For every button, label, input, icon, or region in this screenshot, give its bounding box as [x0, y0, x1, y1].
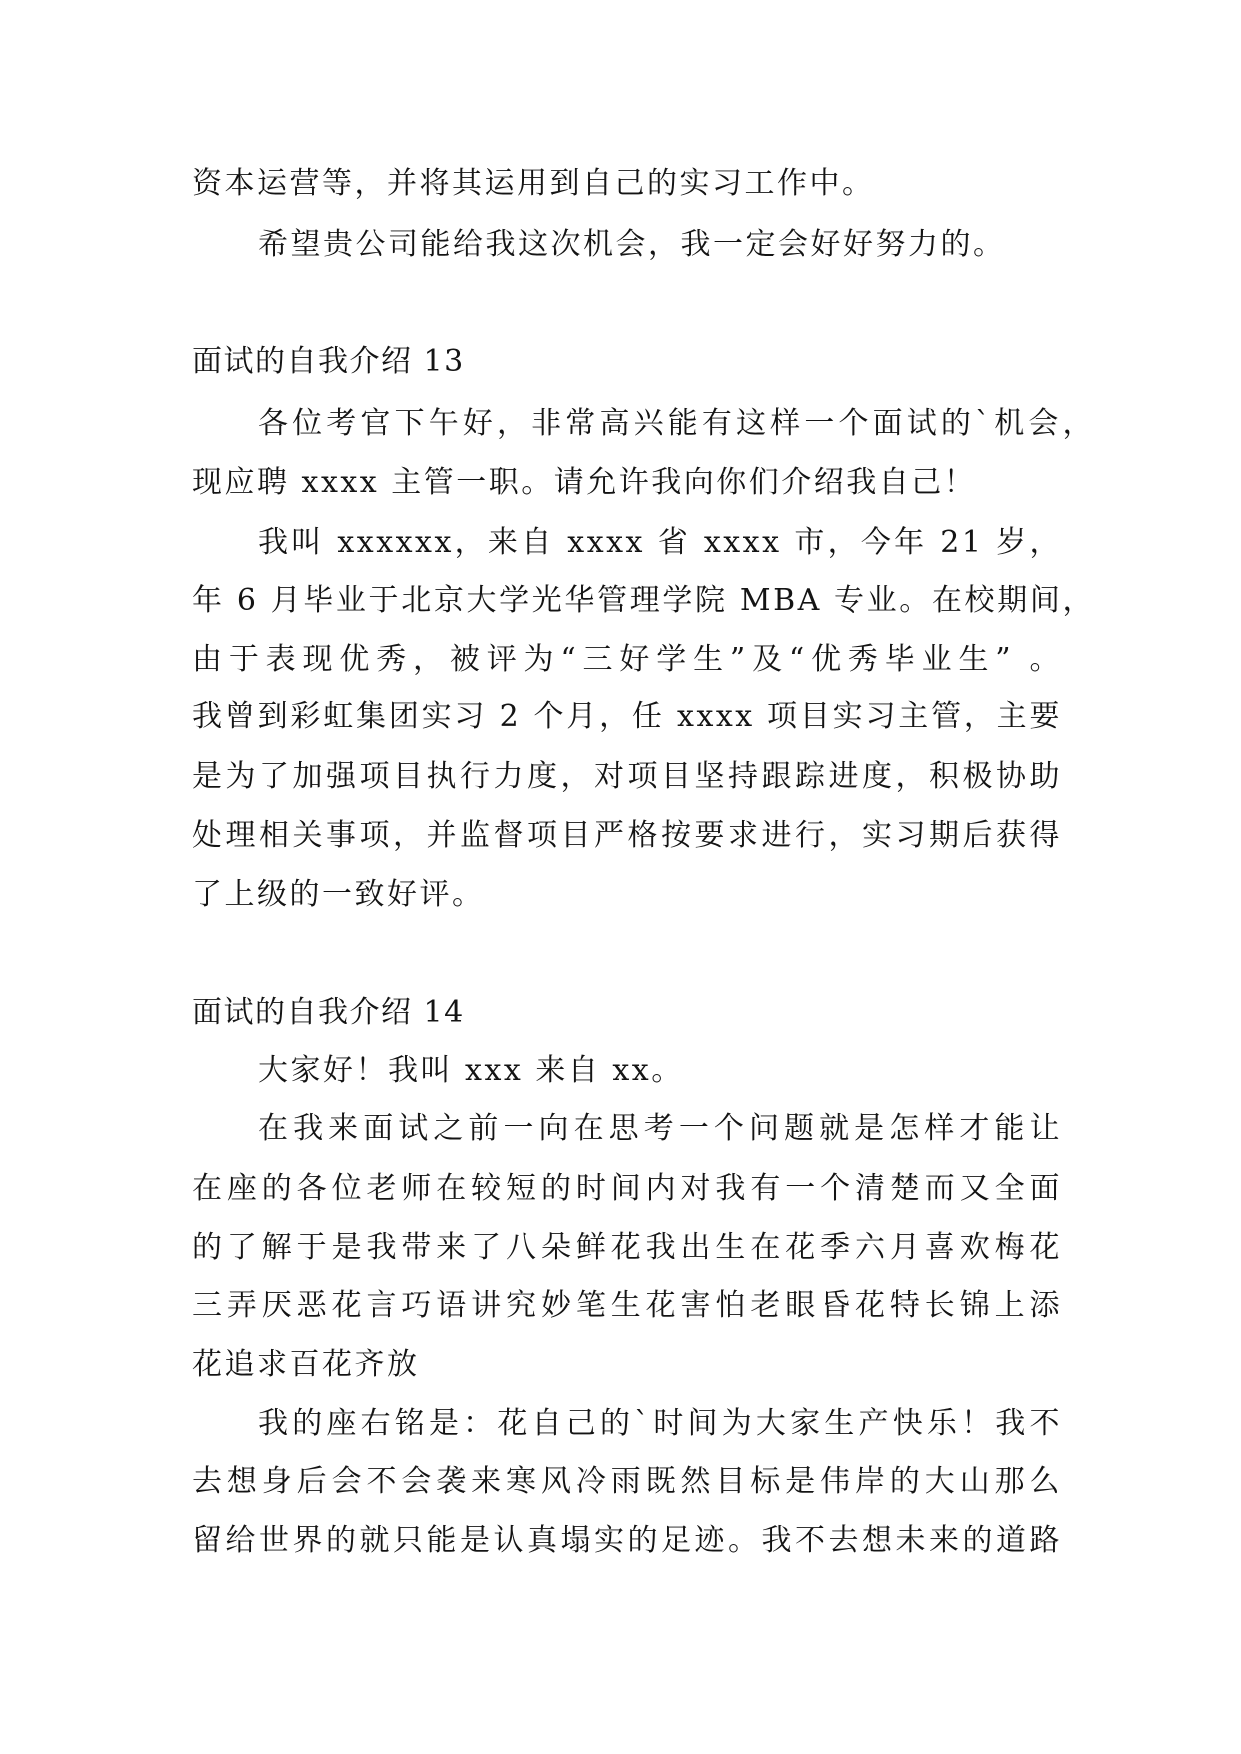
text-line: 希望贵公司能给我这次机会，我一定会好好努力的。 [258, 227, 1006, 262]
text-line: 留给世界的就只能是认真塌实的足迹。我不去想未来的道路 [192, 1523, 1062, 1558]
text-line: 资本运营等，并将其运用到自己的实习工作中。 [192, 166, 875, 201]
text-line: 我曾到彩虹集团实习 2 个月，任 xxxx 项目实习主管，主要 [192, 699, 1062, 734]
section-heading: 面试的自我介绍 14 [192, 995, 465, 1030]
text-line: 我叫 xxxxxx，来自 xxxx 省 xxxx 市，今年 21 岁， [258, 525, 1062, 560]
text-line: 现应聘 xxxx 主管一职。请允许我向你们介绍我自己！ [192, 465, 977, 500]
text-line: 了上级的一致好评。 [192, 877, 485, 912]
section-heading: 面试的自我介绍 13 [192, 344, 465, 379]
text-line: 花追求百花齐放 [192, 1347, 420, 1382]
text-line: 由于表现优秀，被评为“三好学生”及“优秀毕业生” 。 [192, 642, 1062, 677]
text-line: 去想身后会不会袭来寒风冷雨既然目标是伟岸的大山那么 [192, 1464, 1062, 1499]
text-line: 各位考官下午好，非常高兴能有这样一个面试的`机会， [258, 406, 1095, 441]
text-line: 三弄厌恶花言巧语讲究妙笔生花害怕老眼昏花特长锦上添 [192, 1288, 1062, 1323]
text-line: 年 6 月毕业于北京大学光华管理学院 MBA 专业。在校期间， [192, 583, 1095, 618]
text-line: 在座的各位老师在较短的时间内对我有一个清楚而又全面 [192, 1171, 1062, 1206]
text-line: 我的座右铭是：花自己的`时间为大家生产快乐！我不 [258, 1406, 1062, 1441]
text-line: 在我来面试之前一向在思考一个问题就是怎样才能让 [258, 1111, 1062, 1146]
text-line: 大家好！我叫 xxx 来自 xx。 [258, 1053, 684, 1088]
text-line: 是为了加强项目执行力度，对项目坚持跟踪进度，积极协助 [192, 759, 1062, 794]
text-line: 的了解于是我带来了八朵鲜花我出生在花季六月喜欢梅花 [192, 1230, 1062, 1265]
text-line: 处理相关事项，并监督项目严格按要求进行，实习期后获得 [192, 818, 1062, 853]
